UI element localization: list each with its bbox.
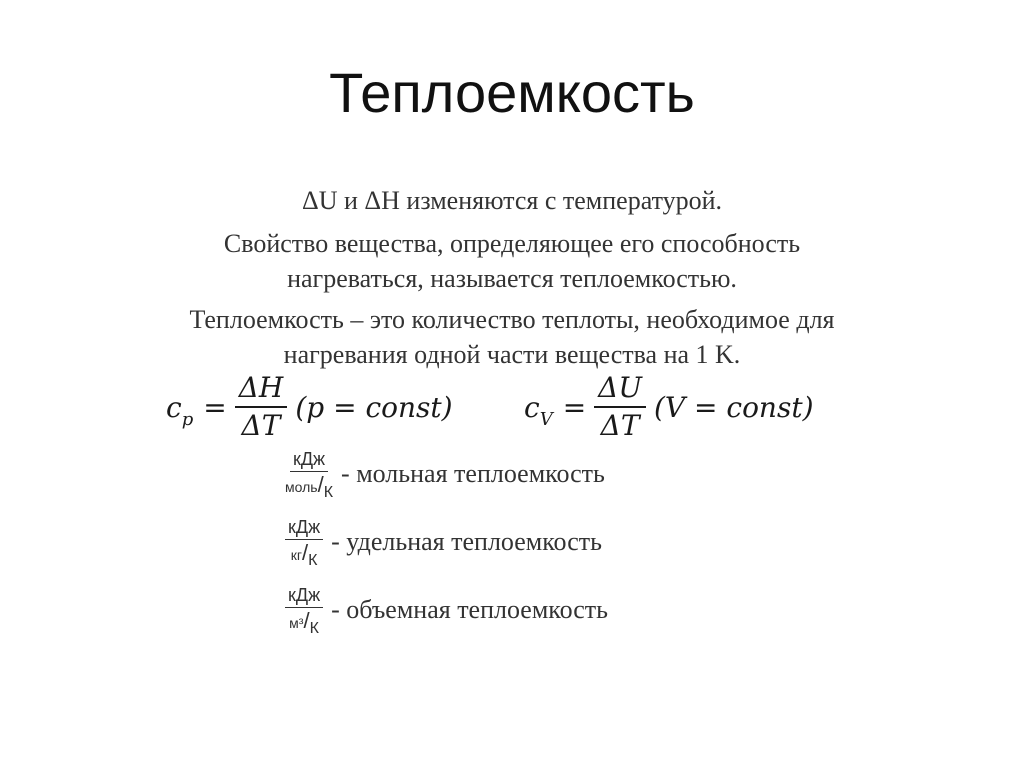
unit-fraction-specific xyxy=(285,516,323,568)
unit-row-volumetric xyxy=(285,584,608,636)
unit-denominator: моль/К xyxy=(285,472,334,501)
unit-denominator: кг/К xyxy=(290,540,318,569)
cp-subscript: p xyxy=(181,408,194,430)
unit-denominator: м³/К xyxy=(289,608,319,637)
unit-row-molar xyxy=(285,448,605,500)
cv-numerator: ΔU xyxy=(594,372,646,408)
unit-fraction-volumetric xyxy=(285,584,323,636)
unit-description: - объемная теплоемкость xyxy=(331,595,609,624)
cp-condition: (p = const) xyxy=(295,390,453,424)
text-line-heat-capacity-2: нагревания одной части вещества на 1 K. xyxy=(283,340,741,369)
text-line-heat-capacity-1: Теплоемкость – это количество теплоты, необходимое для xyxy=(189,305,835,334)
unit-fraction-molar xyxy=(285,448,333,500)
cv-condition: (V = const) xyxy=(653,390,814,424)
cp-symbol: $c_p$ xyxy=(166,390,194,430)
unit-row-specific xyxy=(285,516,602,568)
text-line-definition-2: нагреваться, называется теплоемкостью. xyxy=(287,264,737,293)
unit-description: - удельная теплоемкость xyxy=(331,527,602,556)
text-line-delta: ΔU и ΔH изменяются с температурой. xyxy=(302,186,722,215)
cv-fraction xyxy=(594,372,646,442)
cp-denominator: ΔT xyxy=(241,409,281,442)
slide-title: Теплоемкость xyxy=(329,61,695,124)
formula-cp xyxy=(166,372,453,442)
cp-fraction xyxy=(235,372,288,442)
unit-numerator: кДж xyxy=(285,584,323,608)
unit-numerator: кДж xyxy=(285,516,323,540)
unit-numerator: кДж xyxy=(290,448,328,472)
cp-numerator: ΔH xyxy=(235,372,288,408)
cp-equals: = xyxy=(203,390,227,424)
text-line-definition-1: Свойство вещества, определяющее его способность xyxy=(223,229,801,258)
cv-denominator: ΔT xyxy=(600,409,640,442)
cv-subscript: V xyxy=(539,408,553,430)
cv-symbol: $c_V$ xyxy=(524,390,553,430)
cv-equals: = xyxy=(562,390,587,424)
formula-cv xyxy=(524,372,814,442)
unit-description: - мольная теплоемкость xyxy=(341,459,605,488)
